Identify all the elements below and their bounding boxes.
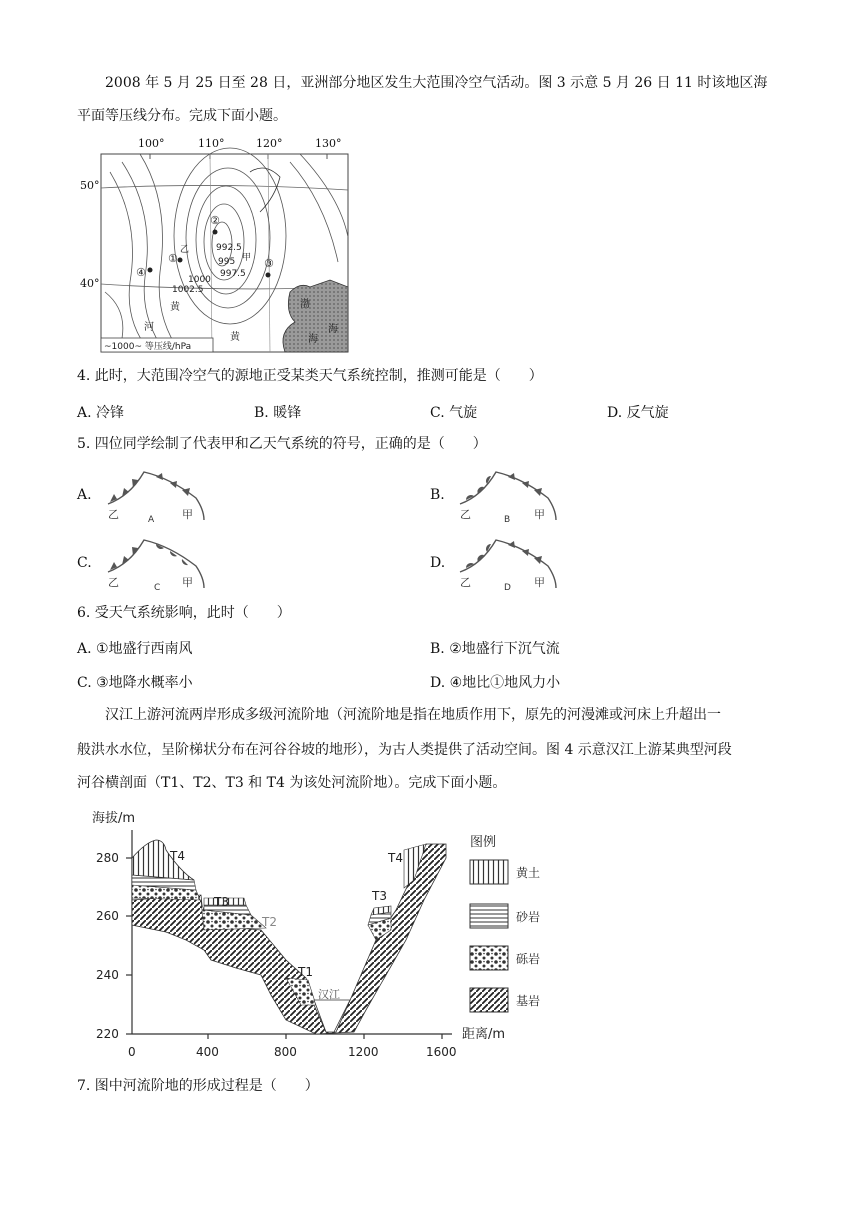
x-tick-800: 800 [274,1045,297,1059]
fig-c-yi: 乙 [108,576,119,589]
fig-c-letter: C [154,583,161,590]
q4-stem: 4. 此时，大范围冷空气的源地正受某类天气系统控制，推测可能是（ ） [77,368,543,384]
q5-option-c[interactable]: C. [77,555,92,571]
isobar-label-1000: 1000 [188,275,211,285]
fig-a-letter: A [148,515,155,522]
q6-option-c[interactable]: C. ③地降水概率小 [77,675,193,691]
x-tick-1200: 1200 [348,1045,379,1059]
intro2-line-1: 汉江上游河流两岸形成多级河流阶地（河流阶地是指在地质作用下，原先的河漫滩或河床上升超出一 [105,707,721,723]
isobar-label-997-5: 997.5 [220,269,246,279]
lon-120: 120° [256,137,283,150]
x-axis-label: 距离/m [462,1027,506,1042]
valley-cross-section [86,800,566,1068]
fig-a-jia: 甲 [182,508,193,521]
place-huang-1: 黄 [170,302,180,313]
legend-loess: 黄土 [516,866,541,880]
place-hai-2: 海 [328,324,338,335]
y-axis-label: 海拔/m [92,811,136,826]
front-symbol-d [452,534,562,590]
place-jia: 甲 [242,253,252,263]
intro-line-2: 平面等压线分布。完成下面小题。 [77,108,287,124]
map-legend: ~1000~ 等压线/hPa [104,342,192,352]
q5-option-b[interactable]: B. [430,487,445,503]
y-tick-220: 220 [96,1027,119,1041]
fig-b-letter: B [504,515,511,522]
intro-line-1: 2008 年 5 月 25 日至 28 日，亚洲部分地区发生大范围冷空气活动。图 3 示意 5 月 26 日 11 时该地区海 [105,75,768,91]
intro2-line-3: 河谷横剖面（T1、T2、T3 和 T4 为该处河流阶地）。完成下面小题。 [77,775,507,791]
point-4-label: ④ [136,266,146,279]
fig-c-jia: 甲 [182,576,193,589]
x-tick-400: 400 [196,1045,219,1059]
lon-110: 110° [198,137,225,150]
place-bo: 渤 [300,299,310,310]
isobar-label-992-5: 992.5 [216,243,242,253]
isobar-label-1002-5: 1002.5 [172,285,204,295]
legend-bedrock: 基岩 [516,994,541,1008]
q5-stem: 5. 四位同学绘制了代表甲和乙天气系统的符号，正确的是（ ） [77,436,487,452]
terrace-t4-right: T4 [388,851,403,865]
fig-d-letter: D [504,583,511,590]
q6-option-d[interactable]: D. ④地比①地风力小 [430,675,561,691]
fig-a-yi: 乙 [108,508,119,521]
legend-title: 图例 [470,835,497,850]
terrace-t4-left: T4 [170,849,185,863]
q4-option-b[interactable]: B. 暖锋 [254,405,302,421]
front-symbol-c [100,534,210,590]
front-symbol-a [100,466,210,522]
lon-130: 130° [315,137,342,150]
q6-option-b[interactable]: B. ②地盛行下沉气流 [430,641,560,657]
isobar-map [100,142,350,354]
terrace-t2: T2 [262,915,277,929]
place-yi: 乙 [180,245,190,255]
lon-100: 100° [138,137,165,150]
legend-sandstone: 砂岩 [516,910,541,924]
q5-option-a[interactable]: A. [77,487,92,503]
lat-50: 50° [80,179,100,192]
place-huang-2: 黄 [230,332,240,343]
river-label: 汉江 [318,988,340,1001]
fig-b-jia: 甲 [534,508,545,521]
q6-stem: 6. 受天气系统影响，此时（ ） [77,605,291,621]
x-tick-0: 0 [128,1045,136,1059]
q4-option-d[interactable]: D. 反气旋 [607,405,669,421]
x-tick-1600: 1600 [426,1045,457,1059]
place-he-1: 河 [144,322,154,333]
intro2-line-2: 般洪水水位，呈阶梯状分布在河谷谷坡的地形），为古人类提供了活动空间。图 4 示意汉江上游某典型河段 [77,742,732,758]
point-2-label: ② [210,214,220,227]
q5-option-d[interactable]: D. [430,555,446,571]
legend-conglomerate: 砾岩 [516,952,541,966]
fig-b-yi: 乙 [460,508,471,521]
terrace-t1: T1 [298,965,313,979]
q7-stem: 7. 图中河流阶地的形成过程是（ ） [77,1078,319,1094]
point-1-label: ① [168,252,178,265]
y-tick-280: 280 [96,851,119,865]
fig-d-jia: 甲 [534,576,545,589]
y-tick-240: 240 [96,968,119,982]
lat-40: 40° [80,277,100,290]
terrace-t3-left: T3 [214,895,229,909]
fig-d-yi: 乙 [460,576,471,589]
q4-option-a[interactable]: A. 冷锋 [77,405,125,421]
isobar-label-995: 995 [218,257,236,267]
y-tick-260: 260 [96,909,119,923]
front-symbol-b [452,466,562,522]
q6-option-a[interactable]: A. ①地盛行西南风 [77,641,193,657]
point-3-label: ③ [264,257,274,270]
place-hai-1: 海 [308,334,318,345]
terrace-t3-right: T3 [372,889,387,903]
q4-option-c[interactable]: C. 气旋 [430,405,478,421]
